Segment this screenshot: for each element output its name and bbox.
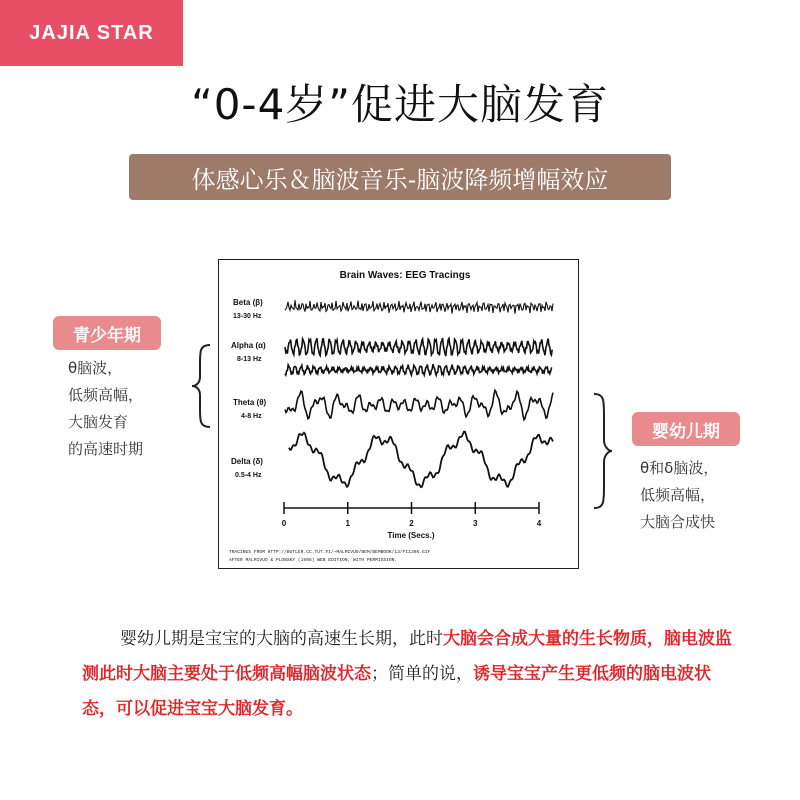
teen-description bbox=[68, 355, 198, 463]
infant-description bbox=[640, 455, 780, 536]
band-range-delta: 0.5-4 Hz bbox=[235, 472, 262, 479]
band-name-delta: Delta (δ) bbox=[231, 457, 263, 466]
eeg-credit-line-1: TRACINGS FROM HTTP://BUTLER.CC.TUT.FI/~MALMIVUO/BEM/BEMBOOK/13/FI1305.GIF bbox=[229, 550, 431, 555]
left-brace-icon bbox=[190, 343, 214, 429]
teen-line: 低频高幅， bbox=[68, 386, 144, 404]
teen-period-tag: 青少年期 bbox=[53, 316, 161, 350]
brand-logo: JAJIA STAR bbox=[0, 0, 183, 66]
right-brace-icon bbox=[590, 392, 614, 510]
band-range-beta: 13-30 Hz bbox=[233, 313, 262, 320]
band-name-theta: Theta (θ) bbox=[233, 398, 267, 407]
tick-label-0: 0 bbox=[281, 519, 287, 528]
tick-label-2: 2 bbox=[409, 519, 414, 528]
beta-wave-trace bbox=[285, 300, 553, 314]
body-text-normal: ；简单的说， bbox=[371, 664, 473, 684]
subtitle-banner bbox=[129, 154, 671, 200]
eeg-figure bbox=[218, 259, 579, 569]
delta-wave-trace bbox=[289, 432, 553, 488]
tick-label-1: 1 bbox=[345, 519, 350, 528]
infant-period-tag: 婴幼儿期 bbox=[632, 412, 740, 446]
tick-label-3: 3 bbox=[473, 519, 478, 528]
infant-line: 低频高幅， bbox=[640, 486, 716, 504]
teen-line: 大脑发育 bbox=[68, 413, 129, 431]
body-text-normal: 婴幼儿期是宝宝的大脑的高速生长期，此时 bbox=[120, 629, 443, 649]
band-range-theta: 4-8 Hz bbox=[241, 413, 262, 420]
eeg-title: Brain Waves: EEG Tracings bbox=[339, 270, 471, 281]
band-range-alpha: 8-13 Hz bbox=[237, 356, 262, 363]
infant-line: θ和δ脑波， bbox=[640, 459, 719, 477]
band-name-alpha: Alpha (α) bbox=[231, 341, 266, 350]
eeg-credit-line-2: AFTER MALMIVUO & PLONSKY (1995) WEB EDITION, WITH PERMISSION. bbox=[229, 558, 398, 563]
subtitle-text: 体感心乐＆脑波音乐-脑波降频增幅效应 bbox=[191, 165, 609, 194]
body-highlight: 大脑会合成大量的生长物质，脑电波监测此时大脑主要处于低频高幅脑波状态 bbox=[82, 629, 732, 684]
alpha-wave-trace bbox=[285, 338, 552, 356]
alpha-wave-trace-2 bbox=[285, 364, 552, 375]
tick-label-4: 4 bbox=[536, 519, 542, 528]
band-name-beta: Beta (β) bbox=[233, 298, 263, 307]
page-title: “0-4岁”促进大脑发育 bbox=[190, 80, 610, 129]
infant-line: 大脑合成快 bbox=[640, 513, 716, 531]
teen-line: 的高速时期 bbox=[68, 440, 144, 458]
body-paragraph bbox=[82, 622, 742, 727]
time-axis-label: Time (Secs.) bbox=[387, 531, 435, 540]
teen-line: θ脑波， bbox=[68, 359, 123, 377]
body-highlight: 诱导宝宝产生更低频的脑电波状态，可以促进宝宝大脑发育。 bbox=[82, 664, 711, 719]
theta-wave-trace bbox=[285, 390, 553, 420]
